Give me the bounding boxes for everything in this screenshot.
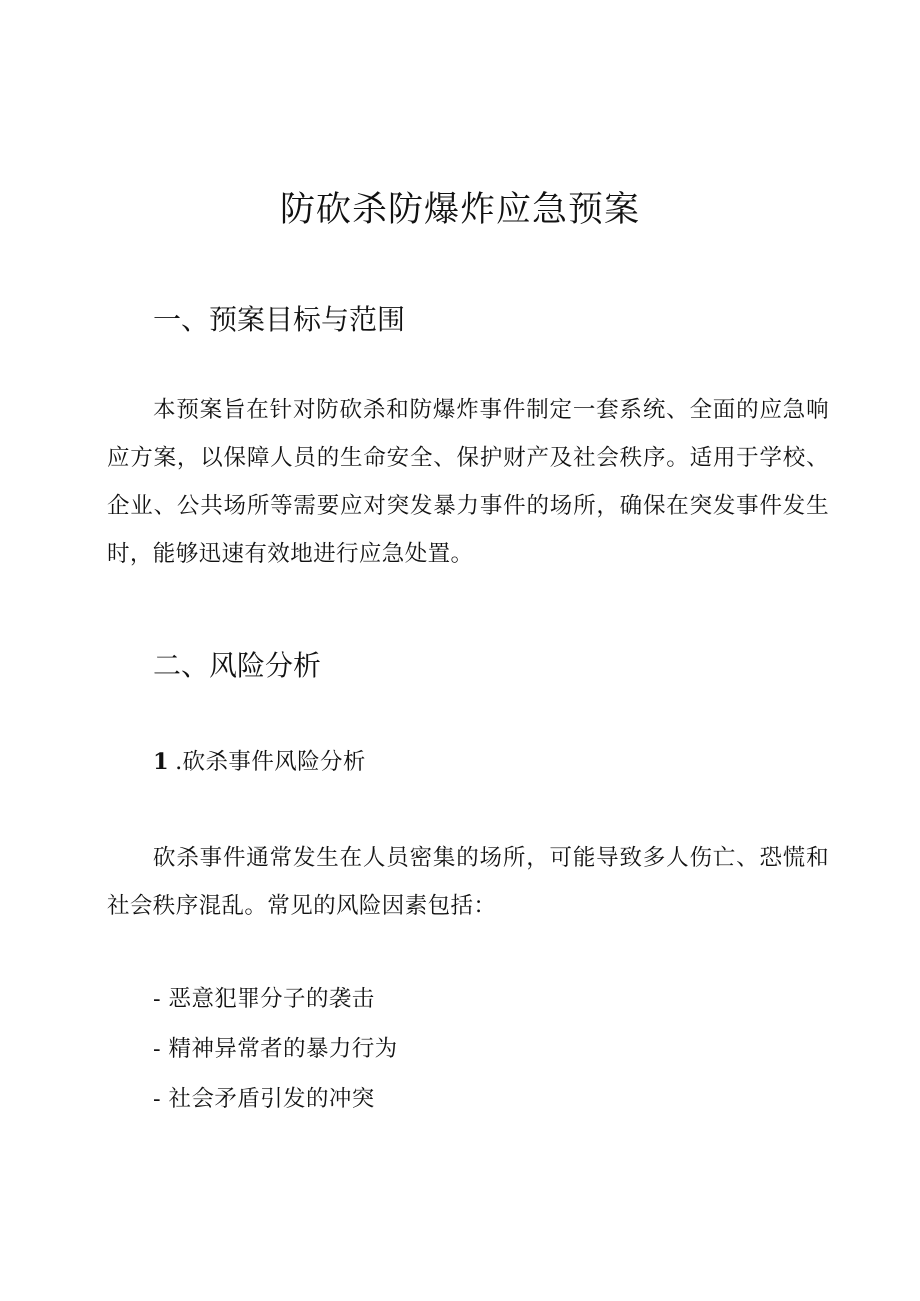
list-item: - 社会矛盾引发的冲突 (153, 1086, 375, 1112)
risk-factor-list (153, 982, 398, 1132)
section-heading-goals: 一、预案目标与范围 (153, 303, 406, 336)
document-title: 防砍杀防爆炸应急预案 (279, 190, 640, 230)
subsection-number: 1 (153, 749, 170, 775)
section-heading-risk: 二、风险分析 (153, 649, 322, 682)
subsection-heading (153, 746, 366, 778)
list-item: - 恶意犯罪分子的袭击 (153, 986, 375, 1012)
list-item: - 精神异常者的暴力行为 (153, 1036, 398, 1062)
subsection-paragraph: 砍杀事件通常发生在人员密集的场所，可能导致多人伤亡、恐慌和社会秩序混乱。常见的风险因素包括： (107, 845, 829, 919)
subsection-title: .砍杀事件风险分析 (175, 749, 366, 775)
section-paragraph-goals: 本预案旨在针对防砍杀和防爆炸事件制定一套系统、全面的应急响应方案，以保障人员的生命安全、保护财产及社会秩序。适用于学校、企业、公共场所等需要应对突发暴力事件的场所，确保在突发事件发生时，能够迅速有效地进行应急处置。 (107, 397, 829, 567)
